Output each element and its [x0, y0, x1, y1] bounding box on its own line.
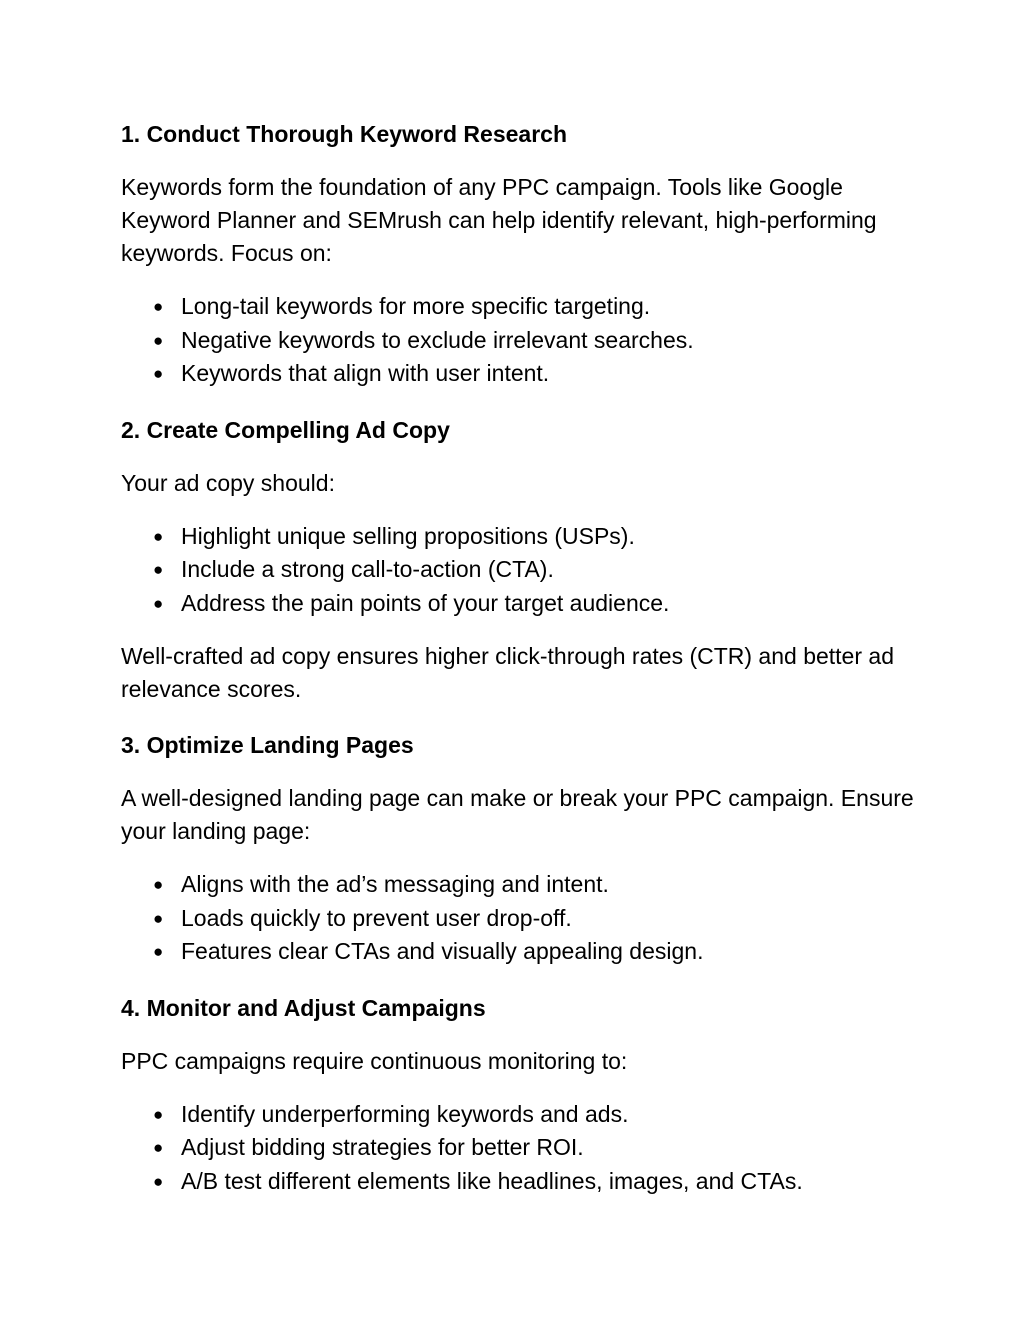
- list-item: [121, 290, 924, 324]
- list-item: [121, 868, 924, 902]
- list-item: [121, 902, 924, 936]
- section-heading: 3. Optimize Landing Pages: [121, 732, 414, 758]
- bullet-icon: ●: [153, 1104, 164, 1124]
- section-intro: PPC campaigns require continuous monitoring to:: [121, 1047, 628, 1074]
- list-item-text: Features clear CTAs and visually appealing design.: [181, 938, 704, 964]
- section-intro: A well-designed landing page can make or break your PPC campaign. Ensure your landing page:: [121, 785, 914, 844]
- bullet-icon: ●: [153, 593, 164, 613]
- section-landing-pages: [121, 729, 924, 969]
- list-item-text: Keywords that align with user intent.: [181, 360, 550, 386]
- list-item-text: Identify underperforming keywords and ads.: [181, 1100, 629, 1127]
- section-keyword-research: [121, 118, 924, 391]
- list-item: [121, 1131, 924, 1165]
- section-heading: 2. Create Compelling Ad Copy: [121, 416, 450, 443]
- list-item-text: Address the pain points of your target audience.: [181, 589, 670, 616]
- list-item-text: Adjust bidding strategies for better ROI.: [181, 1134, 584, 1160]
- bullet-icon: ●: [153, 1138, 164, 1157]
- bullet-list: [121, 520, 924, 621]
- list-item: [121, 553, 924, 587]
- section-heading: 1. Conduct Thorough Keyword Research: [121, 121, 567, 147]
- bullet-icon: ●: [153, 364, 164, 383]
- list-item: [121, 357, 924, 391]
- section-heading: 4. Monitor and Adjust Campaigns: [121, 994, 486, 1021]
- bullet-icon: ●: [153, 908, 164, 928]
- section-outro: Well-crafted ad copy ensures higher click-through rates (CTR) and better ad relevance scores.: [121, 643, 894, 702]
- list-item-text: A/B test different elements like headlines, images, and CTAs.: [181, 1167, 803, 1194]
- bullet-icon: ●: [153, 526, 164, 546]
- list-item: [121, 520, 924, 554]
- bullet-list: [121, 290, 924, 391]
- bullet-icon: ●: [153, 875, 164, 894]
- list-item-text: Loads quickly to prevent user drop-off.: [181, 904, 572, 931]
- bullet-icon: ●: [153, 330, 164, 350]
- bullet-icon: ●: [153, 297, 164, 316]
- section-ad-copy: [121, 414, 924, 707]
- section-intro: Keywords form the foundation of any PPC campaign. Tools like Google Keyword Planner and SEMrush can help identify relevant, high-performing keywords. Focus on:: [121, 174, 877, 266]
- bullet-icon: ●: [153, 942, 164, 961]
- list-item-text: Highlight unique selling propositions (USPs).: [181, 522, 635, 549]
- section-monitor-adjust: [121, 992, 924, 1199]
- bullet-list: [121, 868, 924, 969]
- list-item: [121, 324, 924, 358]
- bullet-icon: ●: [153, 560, 164, 579]
- bullet-icon: ●: [153, 1171, 164, 1191]
- list-item-text: Aligns with the ad’s messaging and intent.: [181, 871, 609, 897]
- list-item: [121, 587, 924, 621]
- list-item-text: Long-tail keywords for more specific targeting.: [181, 293, 651, 319]
- section-intro: Your ad copy should:: [121, 469, 335, 496]
- list-item-text: Include a strong call-to-action (CTA).: [181, 556, 554, 582]
- list-item: [121, 935, 924, 969]
- list-item: [121, 1098, 924, 1132]
- list-item-text: Negative keywords to exclude irrelevant searches.: [181, 326, 694, 353]
- list-item: [121, 1165, 924, 1199]
- bullet-list: [121, 1098, 924, 1199]
